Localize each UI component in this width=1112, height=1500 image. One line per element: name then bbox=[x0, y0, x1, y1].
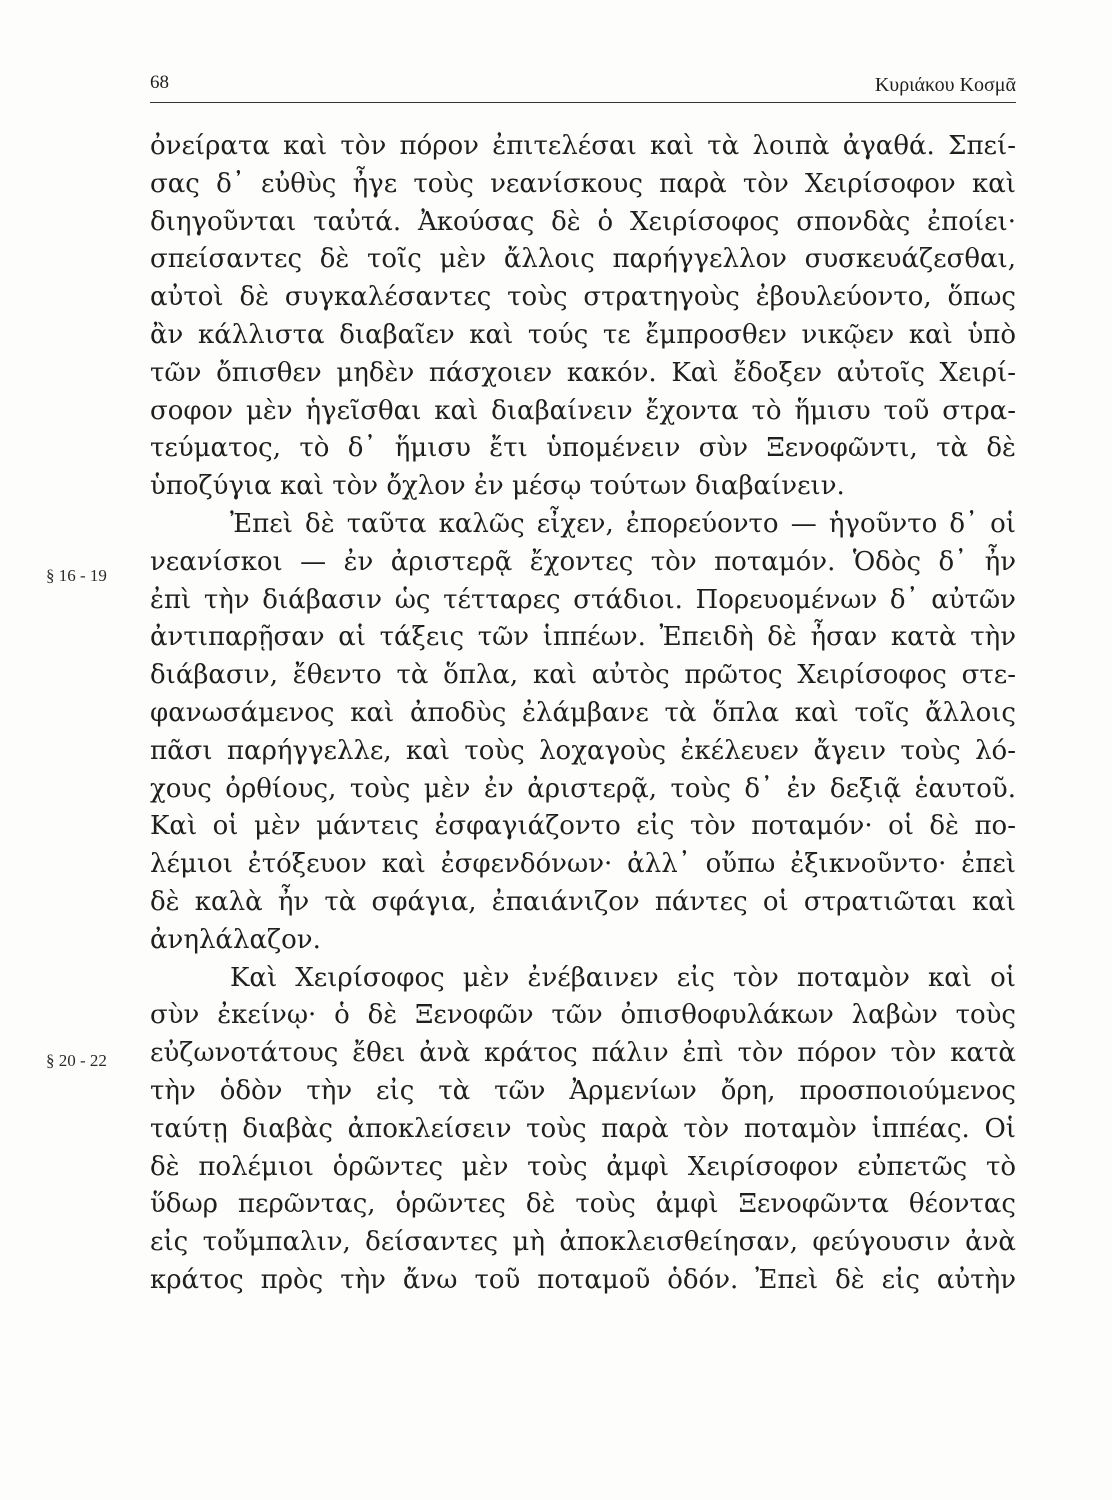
text-line: ὕδωρ περῶντας, ὁρῶντες δὲ τοὺς ἀμφὶ Ξενοφῶντα θέοντας bbox=[150, 1189, 1016, 1220]
text-line: ἐπὶ τὴν διάβασιν ὡς τέτταρες στάδιοι. Πορευομένων δ᾽ αὐτῶν bbox=[150, 584, 1016, 615]
text-line: διάβασιν, ἔθεντο τὰ ὅπλα, καὶ αὐτὸς πρῶτος Χειρίσοφος στε- bbox=[150, 660, 1016, 691]
text-line: εὐζωνοτάτους ἔθει ἀνὰ κράτος πάλιν ἐπὶ τὸν πόρον τὸν κατὰ bbox=[150, 1038, 1016, 1069]
text-line: ὑποζύγια καὶ τὸν ὄχλον ἐν μέσῳ τούτων διαβαίνειν. bbox=[150, 471, 845, 502]
margin-note-section-20-22: § 20 - 22 bbox=[46, 1051, 107, 1070]
running-head: Κυριάκου Κοσμᾶ bbox=[874, 74, 1016, 96]
text-line: σοφον μὲν ἡγεῖσθαι καὶ διαβαίνειν ἔχοντα τὸ ἥμισυ τοῦ στρα- bbox=[150, 395, 1016, 426]
text-body bbox=[150, 128, 1016, 1300]
text-line: τεύματος, τὸ δ᾽ ἥμισυ ἔτι ὑπομένειν σὺν Ξενοφῶντι, τὰ δὲ bbox=[150, 433, 1016, 464]
text-line: Καὶ Χειρίσοφος μὲν ἐνέβαινεν εἰς τὸν ποταμὸν καὶ οἱ bbox=[230, 962, 1016, 993]
text-line: αὐτοὶ δὲ συγκαλέσαντες τοὺς στρατηγοὺς ἐβουλεύοντο, ὅπως bbox=[150, 282, 1016, 313]
text-line: νεανίσκοι — ἐν ἀριστερᾷ ἔχοντες τὸν ποταμόν. Ὁδὸς δ᾽ ἦν bbox=[150, 546, 1016, 577]
text-line: χους ὀρθίους, τοὺς μὲν ἐν ἀριστερᾷ, τοὺς δ᾽ ἐν δεξιᾷ ἑαυτοῦ. bbox=[150, 773, 1016, 804]
text-line: διηγοῦνται ταὐτά. Ἀκούσας δὲ ὁ Χειρίσοφος σπονδὰς ἐποίει· bbox=[150, 206, 1016, 237]
text-line: Ἐπεὶ δὲ ταῦτα καλῶς εἶχεν, ἐπορεύοντο — ἡγοῦντο δ᾽ οἱ bbox=[230, 508, 1016, 539]
text-line: πᾶσι παρήγγελλε, καὶ τοὺς λοχαγοὺς ἐκέλευεν ἄγειν τοὺς λό- bbox=[150, 735, 1016, 766]
text-line: ταύτῃ διαβὰς ἀποκλείσειν τοὺς παρὰ τὸν ποταμὸν ἱππέας. Οἱ bbox=[150, 1113, 1016, 1144]
text-line: κράτος πρὸς τὴν ἄνω τοῦ ποταμοῦ ὁδόν. Ἐπεὶ δὲ εἰς αὐτὴν bbox=[150, 1264, 1016, 1295]
text-line: σπείσαντες δὲ τοῖς μὲν ἄλλοις παρήγγελλον συσκευάζεσθαι, bbox=[150, 244, 1016, 275]
text-line: εἰς τοὔμπαλιν, δείσαντες μὴ ἀποκλεισθείησαν, φεύγουσιν ἀνὰ bbox=[150, 1227, 1016, 1258]
text-line: σας δ᾽ εὐθὺς ἦγε τοὺς νεανίσκους παρὰ τὸν Χειρίσοφον καὶ bbox=[150, 168, 1016, 199]
text-line: τὴν ὁδὸν τὴν εἰς τὰ τῶν Ἀρμενίων ὄρη, προσποιούμενος bbox=[150, 1075, 1016, 1106]
text-line: Καὶ οἱ μὲν μάντεις ἐσφαγιάζοντο εἰς τὸν ποταμόν· οἱ δὲ πο- bbox=[150, 811, 1016, 842]
text-line: σὺν ἐκείνῳ· ὁ δὲ Ξενοφῶν τῶν ὀπισθοφυλάκων λαβὼν τοὺς bbox=[150, 1000, 1016, 1031]
text-line: τῶν ὄπισθεν μηδὲν πάσχοιεν κακόν. Καὶ ἔδοξεν αὐτοῖς Χειρί- bbox=[150, 357, 1016, 388]
text-line: ἀνηλάλαζον. bbox=[150, 924, 321, 955]
page-header bbox=[150, 72, 1016, 103]
text-line: λέμιοι ἐτόξευον καὶ ἐσφενδόνων· ἀλλ᾽ οὔπω ἐξικνοῦντο· ἐπεὶ bbox=[150, 849, 1016, 880]
text-line: ὀνείρατα καὶ τὸν πόρον ἐπιτελέσαι καὶ τὰ λοιπὰ ἀγαθά. Σπεί- bbox=[150, 131, 1016, 161]
text-line: φανωσάμενος καὶ ἀποδὺς ἐλάμβανε τὰ ὅπλα καὶ τοῖς ἄλλοις bbox=[150, 697, 1016, 728]
text-line: δὲ πολέμιοι ὁρῶντες μὲν τοὺς ἀμφὶ Χειρίσοφον εὐπετῶς τὸ bbox=[150, 1151, 1016, 1182]
text-line: ἂν κάλλιστα διαβαῖεν καὶ τούς τε ἔμπροσθεν νικῷεν καὶ ὑπὸ bbox=[150, 319, 1016, 350]
margin-note-section-16-19: § 16 - 19 bbox=[46, 566, 107, 585]
page-number: 68 bbox=[150, 72, 169, 93]
text-line: ἀντιπαρῇσαν αἱ τάξεις τῶν ἱππέων. Ἐπειδὴ δὲ ἦσαν κατὰ τὴν bbox=[150, 622, 1016, 653]
text-line: δὲ καλὰ ἦν τὰ σφάγια, ἐπαιάνιζον πάντες οἱ στρατιῶται καὶ bbox=[150, 886, 1016, 917]
